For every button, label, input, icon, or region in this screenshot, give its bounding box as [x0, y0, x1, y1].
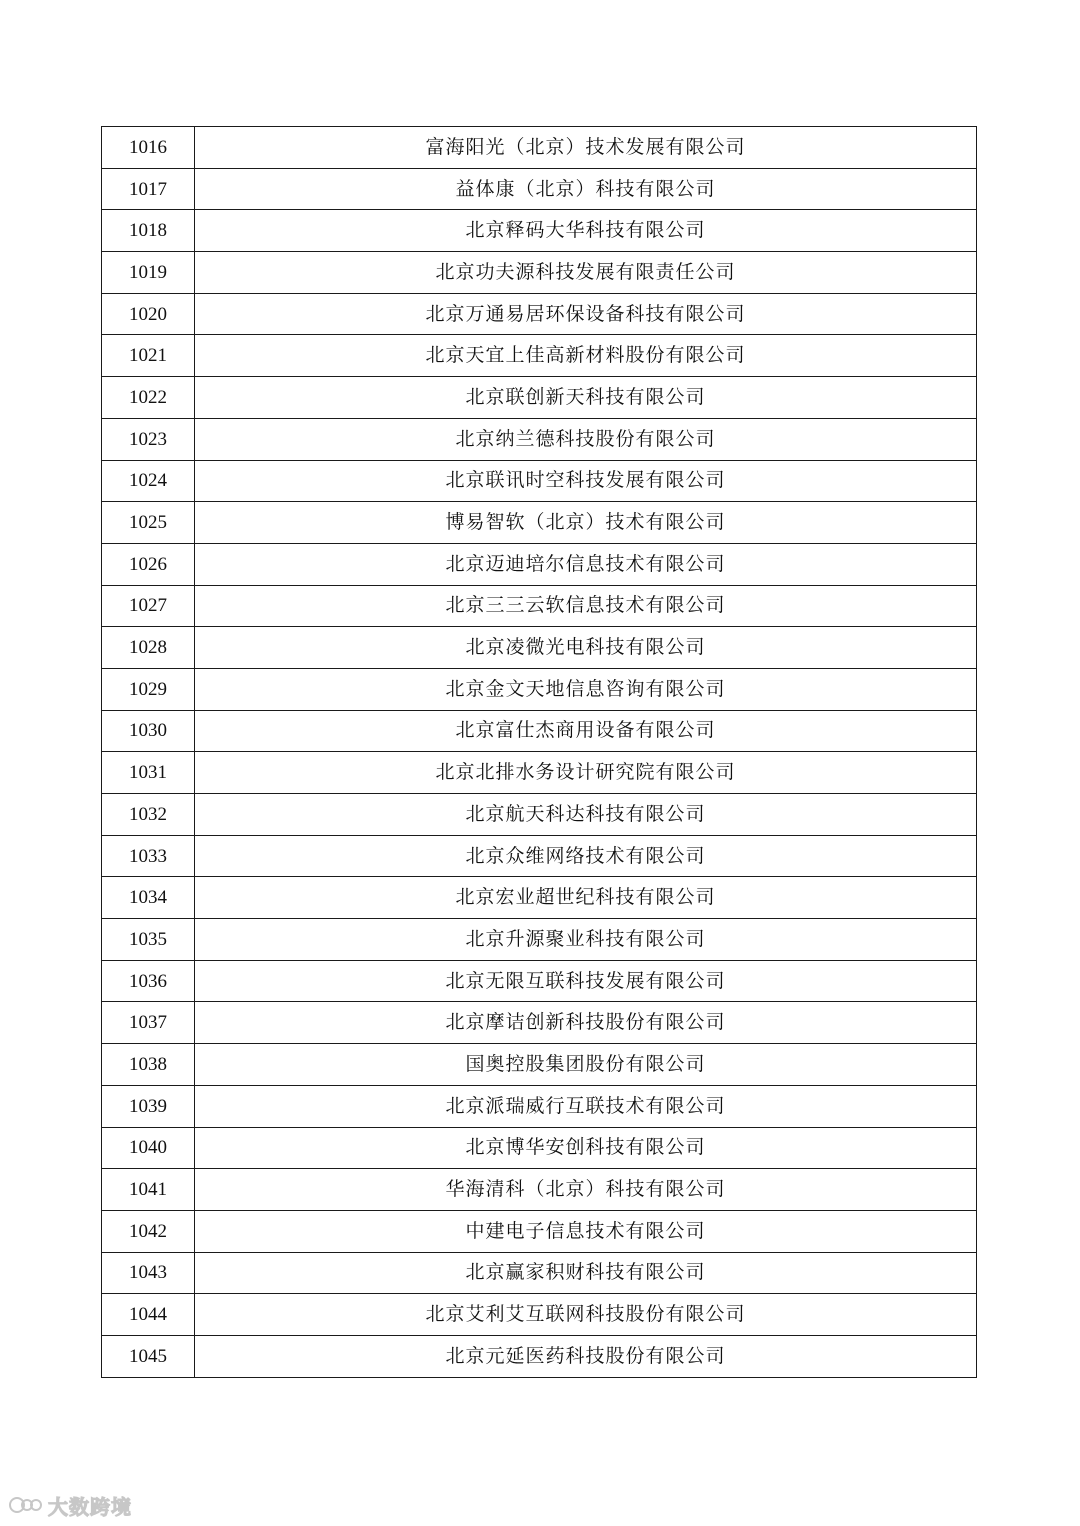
table-row — [102, 877, 977, 919]
row-number: 1024 — [102, 460, 195, 502]
company-list-body — [102, 127, 977, 1378]
row-number: 1031 — [102, 752, 195, 794]
table-row — [102, 752, 977, 794]
company-name: 中建电子信息技术有限公司 — [195, 1210, 977, 1252]
table-row — [102, 1252, 977, 1294]
company-name: 北京万通易居环保设备科技有限公司 — [195, 293, 977, 335]
watermark — [8, 1490, 132, 1520]
row-number: 1030 — [102, 710, 195, 752]
company-name: 北京纳兰德科技股份有限公司 — [195, 418, 977, 460]
table-row — [102, 1335, 977, 1377]
table-row — [102, 794, 977, 836]
company-name: 北京凌微光电科技有限公司 — [195, 627, 977, 669]
row-number: 1034 — [102, 877, 195, 919]
row-number: 1043 — [102, 1252, 195, 1294]
row-number: 1033 — [102, 835, 195, 877]
row-number: 1037 — [102, 1002, 195, 1044]
company-name: 北京北排水务设计研究院有限公司 — [195, 752, 977, 794]
company-name: 北京天宜上佳高新材料股份有限公司 — [195, 335, 977, 377]
row-number: 1029 — [102, 668, 195, 710]
company-name: 北京无限互联科技发展有限公司 — [195, 960, 977, 1002]
table-row — [102, 335, 977, 377]
table-row — [102, 919, 977, 961]
row-number: 1028 — [102, 627, 195, 669]
row-number: 1035 — [102, 919, 195, 961]
company-name: 北京富仕杰商用设备有限公司 — [195, 710, 977, 752]
company-name: 北京迈迪培尔信息技术有限公司 — [195, 543, 977, 585]
row-number: 1021 — [102, 335, 195, 377]
company-name: 北京航天科达科技有限公司 — [195, 794, 977, 836]
row-number: 1036 — [102, 960, 195, 1002]
company-name: 北京联创新天科技有限公司 — [195, 377, 977, 419]
table-row — [102, 1085, 977, 1127]
row-number: 1023 — [102, 418, 195, 460]
table-row — [102, 543, 977, 585]
table-row — [102, 585, 977, 627]
table-row — [102, 1002, 977, 1044]
table-row — [102, 127, 977, 169]
company-name: 北京升源聚业科技有限公司 — [195, 919, 977, 961]
row-number: 1038 — [102, 1044, 195, 1086]
table-row — [102, 1127, 977, 1169]
company-name: 益体康（北京）科技有限公司 — [195, 168, 977, 210]
row-number: 1044 — [102, 1294, 195, 1336]
company-name: 北京派瑞威行互联技术有限公司 — [195, 1085, 977, 1127]
company-name: 北京金文天地信息咨询有限公司 — [195, 668, 977, 710]
company-name: 北京赢家积财科技有限公司 — [195, 1252, 977, 1294]
table-row — [102, 252, 977, 294]
table-row — [102, 460, 977, 502]
company-name: 博易智软（北京）技术有限公司 — [195, 502, 977, 544]
table-row — [102, 293, 977, 335]
table-row — [102, 710, 977, 752]
watermark-text: 大数跨境 — [48, 1494, 132, 1519]
table-row — [102, 627, 977, 669]
company-name: 北京摩诘创新科技股份有限公司 — [195, 1002, 977, 1044]
row-number: 1040 — [102, 1127, 195, 1169]
row-number: 1039 — [102, 1085, 195, 1127]
table-row — [102, 418, 977, 460]
table-row — [102, 210, 977, 252]
row-number: 1016 — [102, 127, 195, 169]
table-row — [102, 668, 977, 710]
row-number: 1018 — [102, 210, 195, 252]
table-row — [102, 1210, 977, 1252]
company-name: 北京众维网络技术有限公司 — [195, 835, 977, 877]
table-row — [102, 168, 977, 210]
row-number: 1045 — [102, 1335, 195, 1377]
company-name: 华海清科（北京）科技有限公司 — [195, 1169, 977, 1211]
row-number: 1022 — [102, 377, 195, 419]
company-name: 富海阳光（北京）技术发展有限公司 — [195, 127, 977, 169]
table-row — [102, 960, 977, 1002]
company-name: 北京释码大华科技有限公司 — [195, 210, 977, 252]
table-row — [102, 1294, 977, 1336]
company-name: 国奥控股集团股份有限公司 — [195, 1044, 977, 1086]
company-name: 北京博华安创科技有限公司 — [195, 1127, 977, 1169]
brand-logo-icon — [8, 1494, 44, 1516]
row-number: 1032 — [102, 794, 195, 836]
row-number: 1019 — [102, 252, 195, 294]
company-name: 北京功夫源科技发展有限责任公司 — [195, 252, 977, 294]
company-name: 北京宏业超世纪科技有限公司 — [195, 877, 977, 919]
row-number: 1017 — [102, 168, 195, 210]
company-name: 北京三三云软信息技术有限公司 — [195, 585, 977, 627]
company-name: 北京艾利艾互联网科技股份有限公司 — [195, 1294, 977, 1336]
row-number: 1041 — [102, 1169, 195, 1211]
table-row — [102, 502, 977, 544]
table-row — [102, 377, 977, 419]
table-row — [102, 1044, 977, 1086]
row-number: 1026 — [102, 543, 195, 585]
company-name: 北京元延医药科技股份有限公司 — [195, 1335, 977, 1377]
row-number: 1027 — [102, 585, 195, 627]
table-row — [102, 1169, 977, 1211]
company-name: 北京联讯时空科技发展有限公司 — [195, 460, 977, 502]
row-number: 1025 — [102, 502, 195, 544]
table-row — [102, 835, 977, 877]
row-number: 1042 — [102, 1210, 195, 1252]
company-list-table — [101, 126, 977, 1378]
row-number: 1020 — [102, 293, 195, 335]
